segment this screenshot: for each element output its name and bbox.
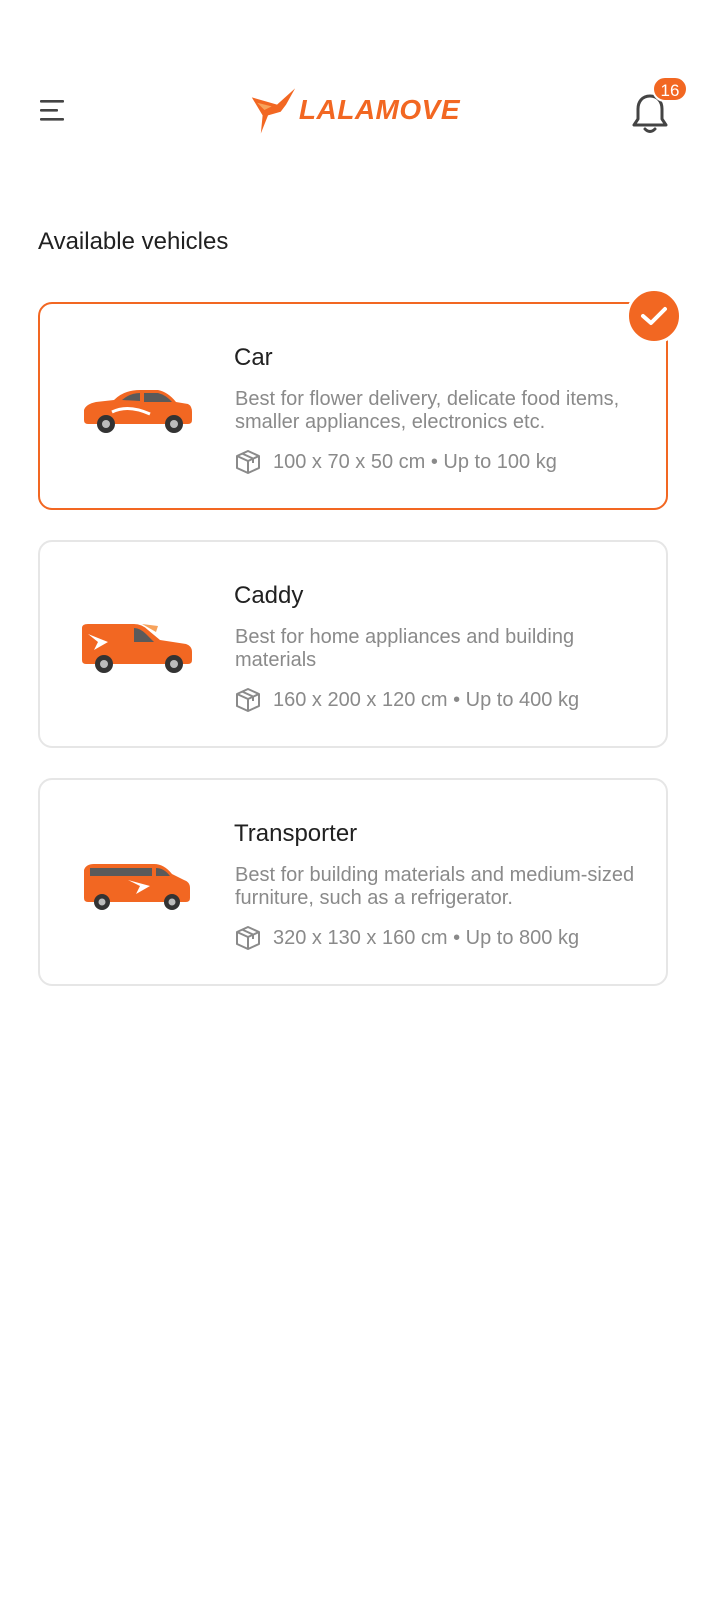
vehicle-name: Caddy: [234, 582, 304, 609]
vehicle-card-transporter[interactable]: [38, 778, 668, 986]
package-icon: [235, 925, 261, 951]
brand-name: LALAMOVE: [298, 94, 460, 125]
vehicle-name: Transporter: [234, 820, 358, 847]
vehicle-name: Car: [234, 344, 273, 371]
vehicle-spec-text: 160 x 200 x 120 cm • Up to 400 kg: [273, 688, 580, 711]
notification-badge: 16: [652, 76, 688, 102]
notifications-button[interactable]: [628, 81, 680, 134]
vehicle-description: Best for home appliances and building materials: [235, 626, 575, 671]
car-icon: [78, 374, 198, 444]
vehicle-spec-text: 100 x 70 x 50 cm • Up to 100 kg: [273, 450, 557, 473]
vehicle-spec: [235, 449, 557, 475]
package-icon: [235, 687, 261, 713]
vehicle-description: Best for building materials and medium-sized furniture, such as a refrigerator.: [235, 864, 635, 909]
vehicle-spec: [235, 925, 579, 951]
vehicle-spec-text: 320 x 130 x 160 cm • Up to 800 kg: [273, 926, 580, 949]
vehicle-description: Best for flower delivery, delicate food items, smaller appliances, electronics etc.: [235, 388, 620, 433]
section-title: Available vehicles: [38, 228, 229, 255]
hamburger-icon: [38, 97, 66, 123]
lalamove-logo: [250, 78, 460, 142]
bird-logo-icon: [250, 82, 297, 138]
selected-check-icon: [626, 288, 682, 344]
menu-button[interactable]: [30, 88, 74, 132]
package-icon: [235, 449, 261, 475]
caddy-van-icon: [78, 612, 198, 682]
app-header: [0, 70, 720, 150]
transporter-van-icon: [78, 850, 198, 920]
vehicle-card-caddy[interactable]: [38, 540, 668, 748]
vehicle-card-car[interactable]: [38, 302, 668, 510]
vehicle-spec: [235, 687, 579, 713]
